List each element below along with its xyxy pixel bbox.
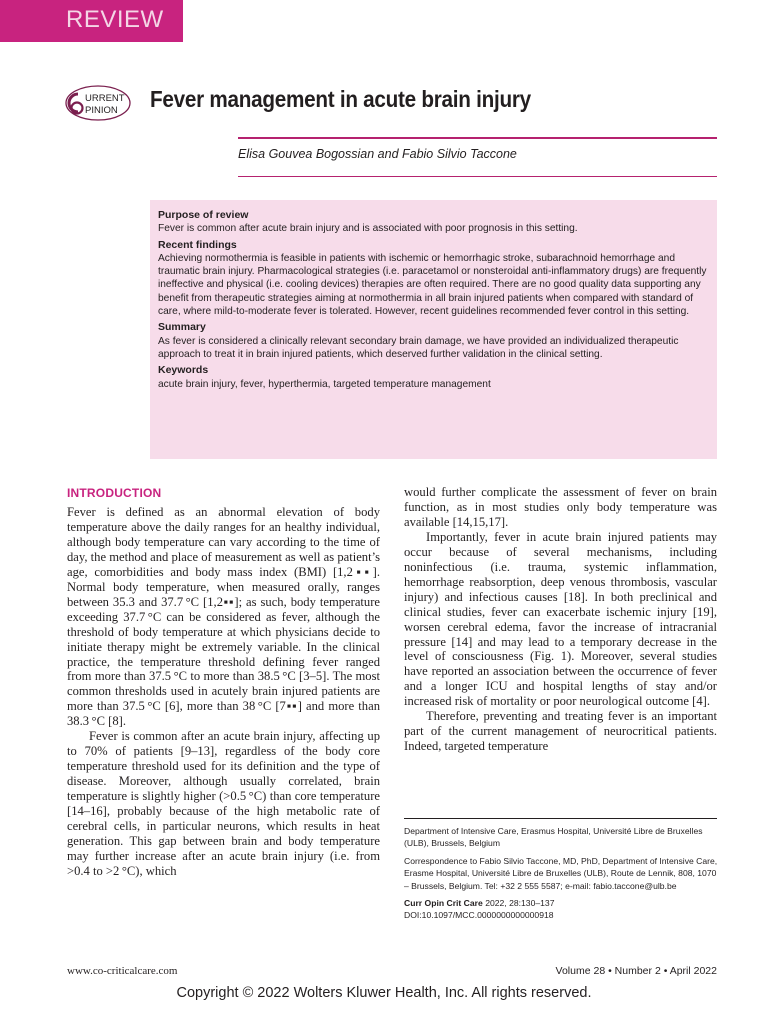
abstract-box xyxy=(150,200,717,459)
body-column-left xyxy=(67,505,380,879)
purpose-heading: Purpose of review xyxy=(158,209,249,221)
findings-text: Achieving normothermia is feasible in patients with ischemic or hemorrhagic stroke, subarachnoid hemorrhage and traumatic brain injury. Pharmacological strategies (i.e. paracetamol or nonsteroidal anti-inflammatory drugs) are frequently ineffective and physical (i.e. cooling devices) therapies are often required. There are no good quality data supporting any benefit from therapeutic strategies aiming at normothermia in all brain injured patients when compared with standard of care, where mild-to-moderate fever is tolerated. However, recent guidelines recommended fever control in this setting. xyxy=(158,252,707,318)
correspondence: Correspondence to Fabio Silvio Taccone, MD, PhD, Department of Intensive Care, Erasme Hospital, Université Libre de Bruxelles (ULB), Route de Lennik, 808, 1070 – Brussels, Belgium. Tel: +32 2 555 5587; e-mail: fabio.taccone@ulb.be xyxy=(404,855,718,891)
article-authors: Elisa Gouvea Bogossian and Fabio Silvio Taccone xyxy=(238,147,517,161)
copyright-notice: Copyright © 2022 Wolters Kluwer Health, Inc. All rights reserved. xyxy=(176,985,592,1001)
logo-line1: URRENT xyxy=(85,93,125,104)
journal-name: Curr Opin Crit Care xyxy=(404,898,483,909)
paragraph: would further complicate the assessment of fever on brain function, as in most studies only body temperature was available [14,15,17]. xyxy=(404,485,717,529)
department-affiliation: Department of Intensive Care, Erasmus Hospital, Université Libre de Bruxelles (ULB), Brussels, Belgium xyxy=(404,826,703,849)
summary-text: As fever is considered a clinically relevant secondary brain damage, we have provided an individualized therapeutic approach to treat it in brain injured patients, which deserved further validation in the clinical setting. xyxy=(158,335,679,360)
affiliation-rule xyxy=(404,818,717,819)
volume-info: Volume 28 • Number 2 • April 2022 xyxy=(555,965,717,977)
paragraph: Fever is common after an acute brain injury, affecting up to 70% of patients [9–13], regardless of the body core temperature threshold used for its definition and the type of disease. Moreover, although usually correlated, brain temperature is slightly higher (>0.5 °C) than core temperature [14–16], probably because of the high metabolic rate of cerebral cells, in particular neurons, which results in heat generation. This gap between brain and body temperature may further increase after an acute brain injury (i.e. from >0.4 to >2 °C), which xyxy=(67,729,380,878)
affiliation-block xyxy=(404,825,719,927)
doi: DOI:10.1097/MCC.0000000000000918 xyxy=(404,910,554,921)
authors-rule xyxy=(238,176,717,177)
body-column-right xyxy=(404,485,717,754)
findings-heading: Recent findings xyxy=(158,238,237,251)
logo-line2: PINION xyxy=(85,105,118,116)
keywords-text: acute brain injury, fever, hyperthermia, targeted temperature management xyxy=(158,378,491,390)
introduction-heading: INTRODUCTION xyxy=(67,486,162,500)
journal-url: www.co-criticalcare.com xyxy=(67,965,178,977)
current-opinion-logo xyxy=(64,84,144,122)
paragraph: Therefore, preventing and treating fever is an important part of the current management of neurocritical patients. Indeed, targeted temperature xyxy=(404,709,717,754)
paragraph: Fever is defined as an abnormal elevation of body temperature above the daily ranges for an healthy individual, although body temperature can vary according to the time of day, the method and place of measurement as well as patient’s age, comorbidities and body mass index (BMI) [1,2▪▪]. Normal body temperature, when measured orally, ranges between 35.3 and 37.7 °C [1,2▪▪]; as such, body temperature exceeding 37.7 °C can be considered as fever, although the threshold of body temperature at which physicians decide to initiate therapy might be extremely variable. In the clinical practice, the temperature threshold defining fever ranged from more than 37.5 °C to more than 38.5 °C [3–5]. The most common thresholds used in acutely brain injured patients are more than 37.5 °C [6], more than 38 °C [7▪▪] and more than 38.3 °C [8]. xyxy=(67,505,380,729)
keywords-heading: Keywords xyxy=(158,364,209,377)
title-rule xyxy=(238,137,717,139)
citation-info: 2022, 28:130–137 xyxy=(485,898,555,909)
article-title: Fever management in acute brain injury xyxy=(150,86,531,112)
purpose-text: Fever is common after acute brain injury and is associated with poor prognosis in this setting. xyxy=(158,223,578,235)
summary-heading: Summary xyxy=(158,321,206,334)
review-section-tab xyxy=(0,0,183,42)
paragraph: Importantly, fever in acute brain injured patients may occur because of several mechanisms, including noninfectious (i.e. trauma, systemic inflammation, hemorrhage reabsorption, deep venous thrombosis, vascular injury) and infectious causes [18]. In both preclinical and clinical studies, fever can exacerbate ischemic injury [19], worsen cerebral edema, favor the increase of intracranial pressure [14] and may lead to a temporary decrease in the level of consciousness (Fig. 1). Moreover, several studies have reported an association between the occurrence of fever and a longer ICU and hospital lengths of stay and/or increased risk of mortality or poor neurological outcome [4]. xyxy=(404,529,717,709)
review-label: REVIEW xyxy=(66,6,164,33)
